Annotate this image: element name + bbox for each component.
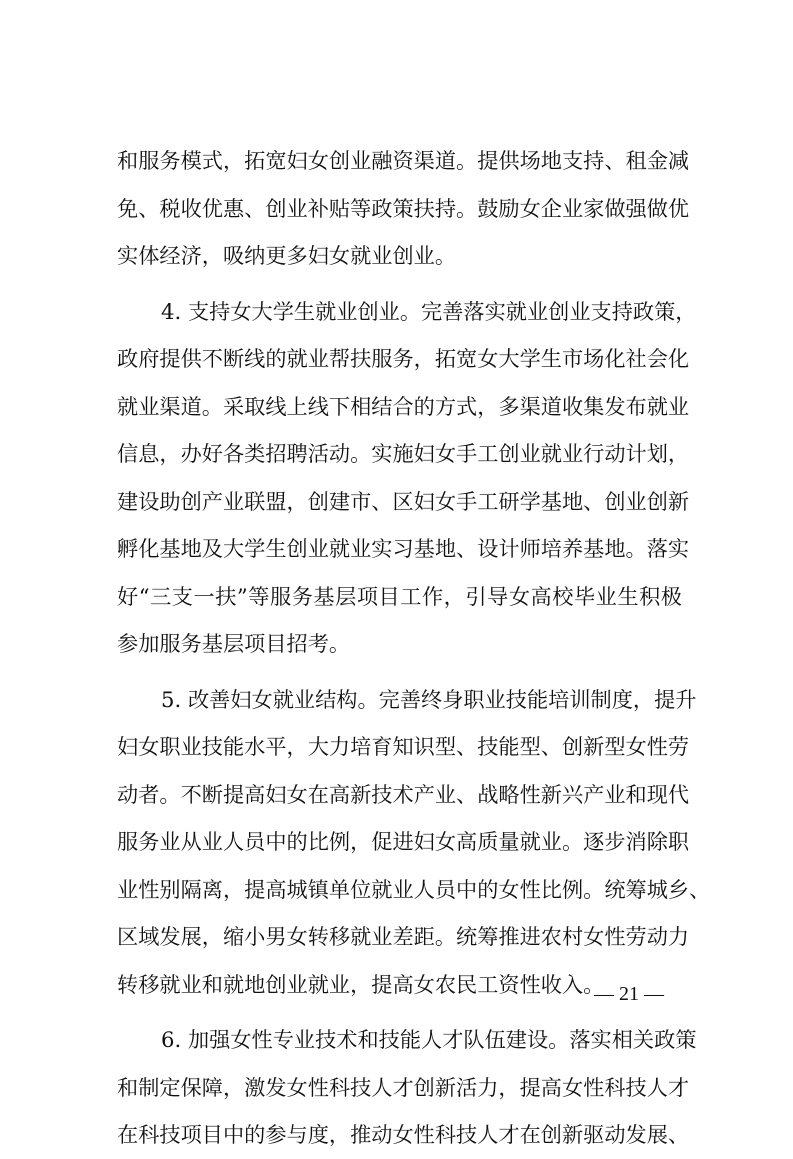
text-line: 和服务模式，拓宽妇女创业融资渠道。提供场地支持、租金减 bbox=[117, 148, 690, 173]
text-line: 和制定保障，激发女性科技人才创新活力，提高女性科技人才 bbox=[117, 1074, 690, 1100]
text-line: 4. 支持女大学生就业创业。完善落实就业创业支持政策， bbox=[161, 298, 697, 324]
text-line: 6. 加强女性专业技术和技能人才队伍建设。落实相关政策 bbox=[161, 1027, 697, 1052]
text-line: 参加服务基层项目招考。 bbox=[117, 631, 351, 656]
text-line: 实体经济，吸纳更多妇女就业创业。 bbox=[117, 243, 457, 268]
text-line: 信息，办好各类招聘活动。实施妇女手工创业就业行动计划， bbox=[117, 441, 690, 466]
text-line: 5. 改善妇女就业结构。完善终身职业技能培训制度，提升 bbox=[161, 686, 697, 712]
text-line: 妇女职业技能水平，大力培育知识型、技能型、创新型女性劳 bbox=[117, 734, 690, 759]
text-line: 就业渠道。采取线上线下相结合的方式，多渠道收集发布就业 bbox=[117, 393, 690, 419]
text-line: 免、税收优惠、创业补贴等政策扶持。鼓励女企业家做强做优 bbox=[117, 195, 690, 221]
text-line: 政府提供不断线的就业帮扶服务，拓宽女大学生市场化社会化 bbox=[117, 346, 690, 371]
text-line: 动者。不断提高妇女在高新技术产业、战略性新兴产业和现代 bbox=[117, 781, 690, 807]
text-line: 建设助创产业联盟，创建市、区妇女手工研学基地、创业创新 bbox=[117, 488, 690, 514]
text-line: 好“三支一扶”等服务基层项目工作，引导女高校毕业生积极 bbox=[117, 583, 682, 609]
text-line: 转移就业和就地创业就业，提高女农民工资性收入。 bbox=[117, 971, 605, 997]
text-line: 服务业从业人员中的比例，促进妇女高质量就业。逐步消除职 bbox=[117, 829, 690, 854]
text-line: 业性别隔离，提高城镇单位就业人员中的女性比例。统筹城乡、 bbox=[117, 876, 711, 902]
text-line: 在科技项目中的参与度，推动女性科技人才在创新驱动发展、 bbox=[117, 1122, 690, 1147]
text-line: 区域发展，缩小男女转移就业差距。统筹推进农村女性劳动力 bbox=[117, 924, 690, 949]
text-line: 孵化基地及大学生创业就业实习基地、设计师培养基地。落实 bbox=[117, 536, 690, 561]
page-number: — 21 — bbox=[594, 983, 664, 1005]
